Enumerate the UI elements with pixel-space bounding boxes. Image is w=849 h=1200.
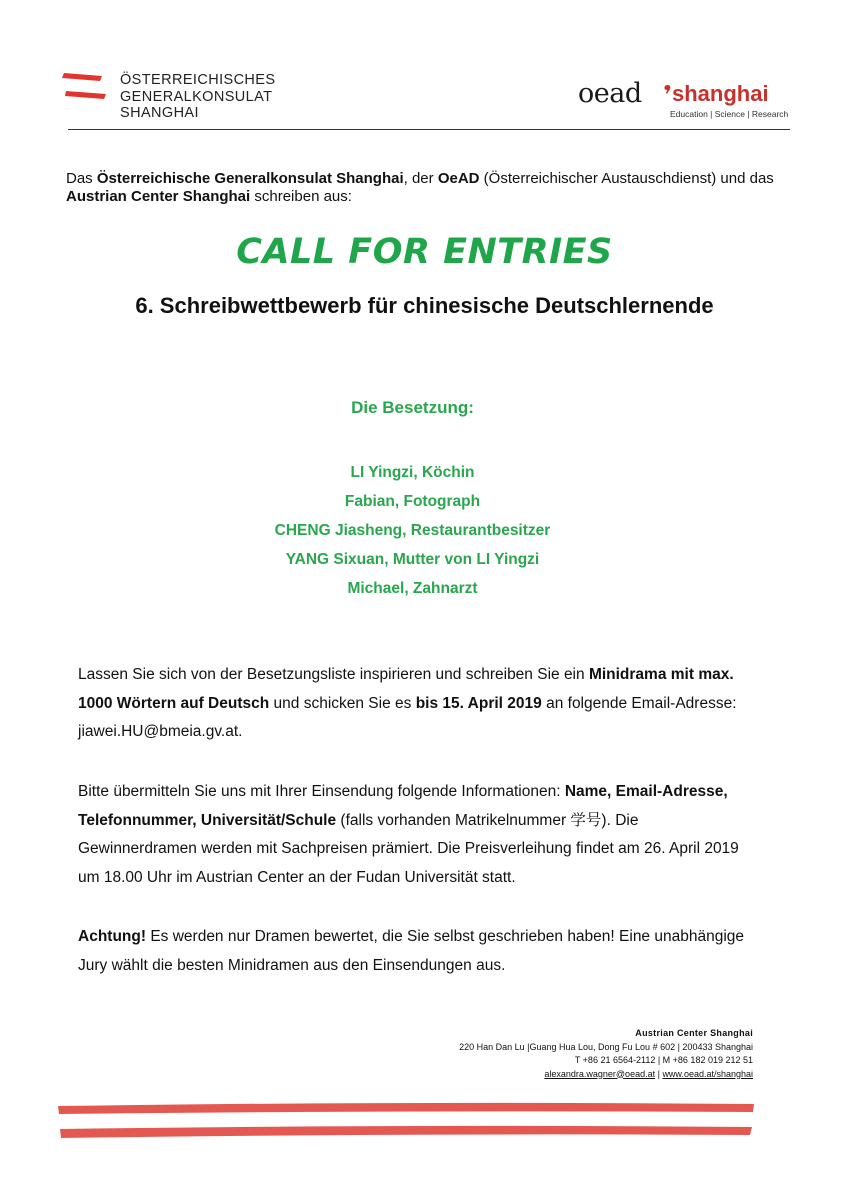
- consulate-logo-line: GENERALKONSULAT: [120, 88, 273, 105]
- footer-contact-line: [459, 1068, 753, 1082]
- oead-logo-word: oead: [578, 78, 642, 109]
- body-text: und schicken Sie es: [269, 694, 416, 712]
- page-title: CALL FOR ENTRIES: [236, 232, 613, 272]
- oead-logo-mark-icon: [664, 85, 671, 94]
- footer-separator: |: [655, 1068, 663, 1079]
- oead-logo-tagline: Education | Science | Research: [670, 109, 789, 119]
- decorative-stripes: [56, 1100, 756, 1142]
- intro-org-oead: OeAD: [437, 170, 480, 187]
- footer-address-block: [459, 1027, 753, 1081]
- deadline-highlight: bis 15. April 2019: [415, 694, 542, 712]
- oead-shanghai-logo: [578, 78, 788, 124]
- cast-member: Fabian, Fotograph: [344, 493, 481, 510]
- footer-website-link[interactable]: www.oead.at/shanghai: [662, 1068, 753, 1079]
- intro-org-consulate: Österreichische Generalkonsulat Shanghai: [96, 170, 404, 187]
- intro-text: Das: [66, 170, 97, 187]
- consulate-logo-line: SHANGHAI: [120, 105, 199, 121]
- body-highlight: Name, Email-Adresse, Telefonnummer, Universität/Schule: [78, 783, 728, 829]
- body-text: an folgende Email-Adresse: jiawei.HU@bmeia.gv.at.: [78, 694, 737, 740]
- consulate-logo-line: ÖSTERREICHISCHES: [120, 72, 276, 88]
- body-text: (falls vorhanden Matrikelnummer 学号). Die Gewinnerdramen werden mit Sachpreisen prämiert. Die Preisverleihung findet am 26. April 2019 um 18.00 Uhr im Austrian Center an der Fudan Universität statt.: [78, 811, 739, 886]
- body-text: Es werden nur Dramen bewertet, die Sie selbst geschrieben haben! Eine unabhängige Jury wählt die besten Minidramen aus den Einsendungen aus.: [78, 928, 745, 974]
- intro-text: schreiben aus:: [250, 187, 352, 205]
- oead-logo-city: shanghai: [672, 81, 769, 106]
- consulate-logo-text: [120, 72, 275, 122]
- cast-member: LI Yingzi, Köchin: [350, 464, 475, 481]
- cast-member: CHENG Jiasheng, Restaurantbesitzer: [274, 522, 551, 539]
- body-highlight: Minidrama mit max. 1000 Wörtern auf Deutsch: [78, 666, 734, 712]
- attention-label: Achtung!: [78, 928, 147, 945]
- footer-email-link[interactable]: alexandra.wagner@oead.at: [544, 1068, 656, 1079]
- information-paragraph: [78, 778, 753, 892]
- footer-address: 220 Han Dan Lu |Guang Hua Lou, Dong Fu Lou # 602 | 200433 Shanghai: [459, 1041, 753, 1052]
- page-subtitle: 6. Schreibwettbewerb für chinesische Deutschlernende: [135, 293, 714, 318]
- intro-text: (Österreichischer Austauschdienst) und das: [479, 170, 774, 187]
- body-text: Lassen Sie sich von der Besetzungsliste inspirieren und schreiben Sie ein: [78, 666, 589, 683]
- footer-phone: T +86 21 6564-2112 | M +86 182 019 212 51: [574, 1055, 753, 1065]
- cast-list: [0, 462, 825, 607]
- header-divider: [68, 129, 790, 130]
- submission-paragraph: [78, 661, 753, 747]
- cast-member: YANG Sixuan, Mutter von LI Yingzi: [285, 551, 540, 568]
- intro-text: , der: [403, 170, 438, 187]
- cast-member: Michael, Zahnarzt: [347, 580, 478, 597]
- attention-paragraph: [78, 923, 753, 980]
- cast-heading: Die Besetzung:: [351, 398, 474, 417]
- footer-organization: Austrian Center Shanghai: [635, 1028, 753, 1038]
- austria-flag-logo-icon: [62, 72, 108, 100]
- intro-paragraph: [66, 170, 796, 205]
- body-text: Bitte übermitteln Sie uns mit Ihrer Einsendung folgende Informationen:: [78, 783, 565, 800]
- intro-org-austrian-center: Austrian Center Shanghai: [66, 187, 251, 205]
